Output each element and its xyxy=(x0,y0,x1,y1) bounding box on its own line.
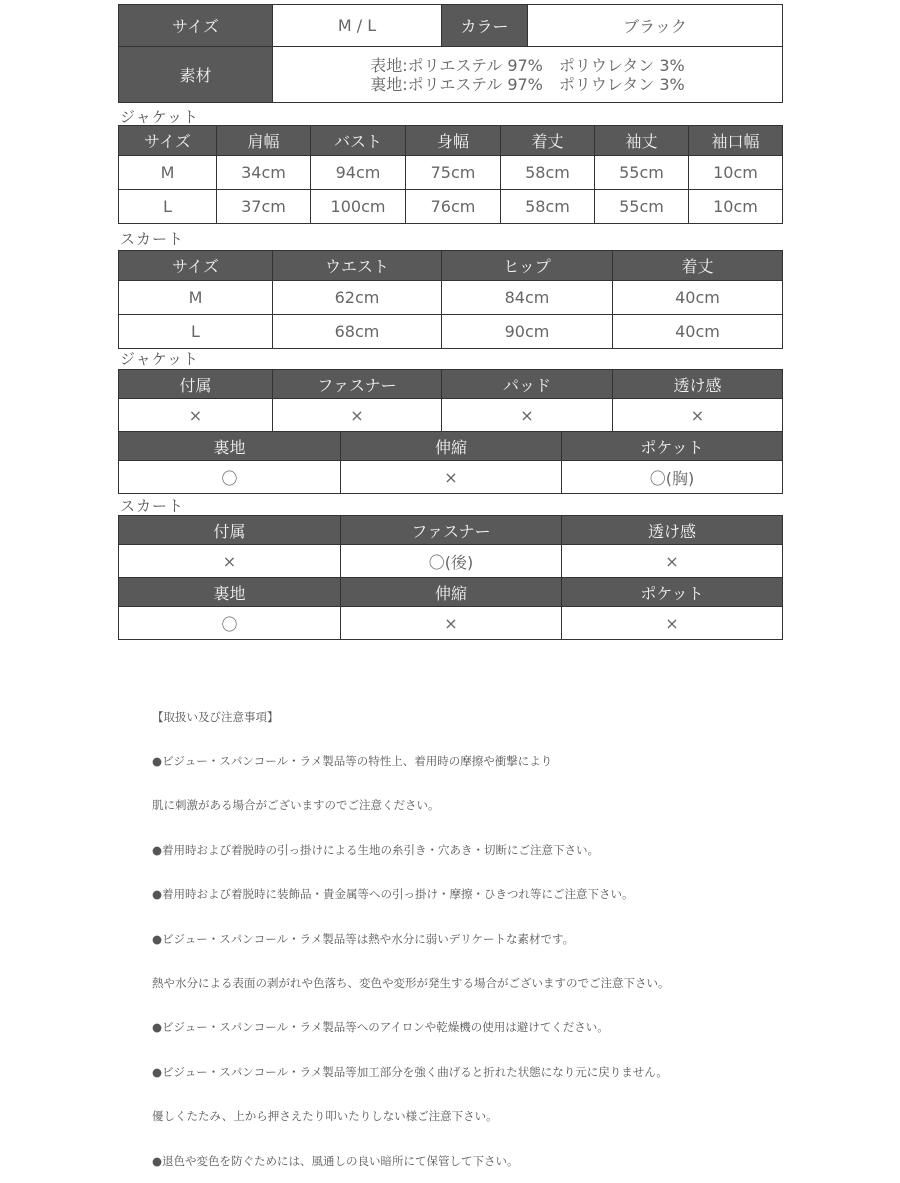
col-header: 着丈 xyxy=(501,126,595,156)
material-label: 素材 xyxy=(119,47,273,103)
cell: L xyxy=(119,190,217,224)
table-row xyxy=(119,545,783,578)
cell: 58cm xyxy=(501,156,595,190)
care-notes xyxy=(152,680,670,1183)
care-note-line: 肌に刺激がある場合がございますのでご注意ください。 xyxy=(152,798,440,813)
col-header: ウエスト xyxy=(273,251,442,281)
jacket-size-title: ジャケット xyxy=(120,108,199,126)
skirt-size-table xyxy=(118,250,783,349)
jacket-features-title: ジャケット xyxy=(120,350,199,368)
cell: 10cm xyxy=(689,190,783,224)
cell: 58cm xyxy=(501,190,595,224)
cell: 68cm xyxy=(273,315,442,349)
table-row xyxy=(119,190,783,224)
cell: M xyxy=(119,156,217,190)
color-label: カラー xyxy=(442,5,528,47)
cell: 〇 xyxy=(119,461,341,494)
cell: L xyxy=(119,315,273,349)
care-note-line: ●ビジュー・スパンコール・ラメ製品等へのアイロンや乾燥機の使用は避けてください。 xyxy=(152,1020,609,1035)
col-header: 付属 xyxy=(119,370,273,399)
col-header: パッド xyxy=(442,370,613,399)
col-header: ポケット xyxy=(562,432,783,461)
cell: 76cm xyxy=(406,190,501,224)
care-note-line: ●着用時および着脱時の引っ掛けによる生地の糸引き・穴あき・切断にご注意下さい。 xyxy=(152,842,600,857)
size-value: M / L xyxy=(273,5,442,47)
skirt-features-table-1 xyxy=(118,515,783,578)
col-header: サイズ xyxy=(119,126,217,156)
cell: × xyxy=(442,399,613,432)
jacket-features-table-2 xyxy=(118,431,783,494)
col-header: サイズ xyxy=(119,251,273,281)
material-lining: 裏地:ポリエステル 97% ポリウレタン 3% xyxy=(370,74,685,94)
care-note-line: ●着用時および着脱時に装飾品・貴金属等への引っ掛け・摩擦・ひきつれ等にご注意下さい。 xyxy=(152,887,634,902)
cell: 90cm xyxy=(442,315,613,349)
cell: × xyxy=(562,607,783,640)
cell: × xyxy=(613,399,783,432)
col-header: バスト xyxy=(311,126,406,156)
cell: 10cm xyxy=(689,156,783,190)
care-note-line: ●ビジュー・スパンコール・ラメ製品等は熱や水分に弱いデリケートな素材です。 xyxy=(152,931,575,946)
care-note-line: ●ビジュー・スパンコール・ラメ製品等の特性上、着用時の摩擦や衝撃により xyxy=(152,753,553,768)
cell: 40cm xyxy=(613,281,783,315)
table-row xyxy=(119,156,783,190)
cell: 84cm xyxy=(442,281,613,315)
jacket-size-table xyxy=(118,125,783,224)
table-row xyxy=(119,461,783,494)
col-header: 裏地 xyxy=(119,432,341,461)
col-header: 袖丈 xyxy=(595,126,689,156)
care-note-line: ●ビジュー・スパンコール・ラメ製品等加工部分を強く曲げると折れた状態になり元に戻りません。 xyxy=(152,1064,668,1079)
col-header: 伸縮 xyxy=(341,578,562,607)
skirt-size-title: スカート xyxy=(120,230,185,248)
col-header: 付属 xyxy=(119,516,341,545)
cell: × xyxy=(341,607,562,640)
care-notes-title: 【取扱い及び注意事項】 xyxy=(152,709,279,724)
cell: 〇 xyxy=(119,607,341,640)
cell: 55cm xyxy=(595,156,689,190)
cell: × xyxy=(119,399,273,432)
col-header: 着丈 xyxy=(613,251,783,281)
cell: × xyxy=(119,545,341,578)
col-header: 裏地 xyxy=(119,578,341,607)
table-row xyxy=(119,399,783,432)
col-header: ファスナー xyxy=(273,370,442,399)
table-row xyxy=(119,281,783,315)
col-header: ヒップ xyxy=(442,251,613,281)
skirt-features-title: スカート xyxy=(120,497,185,515)
col-header: 袖口幅 xyxy=(689,126,783,156)
care-note-line: 熱や水分による表面の剥がれや色落ち、変色や変形が発生する場合がございますのでご注意下さい。 xyxy=(152,975,670,990)
material-outer: 表地:ポリエステル 97% ポリウレタン 3% xyxy=(370,55,685,75)
col-header: 透け感 xyxy=(613,370,783,399)
care-note-line: ●退色や変色を防ぐためには、風通しの良い暗所にて保管して下さい。 xyxy=(152,1153,519,1168)
care-note-line: 優しくたたみ、上から押さえたり叩いたりしない様ご注意下さい。 xyxy=(152,1109,498,1124)
cell: 55cm xyxy=(595,190,689,224)
cell: × xyxy=(273,399,442,432)
col-header: 肩幅 xyxy=(217,126,311,156)
color-value: ブラック xyxy=(528,5,783,47)
cell: 〇(後) xyxy=(341,545,562,578)
col-header: 伸縮 xyxy=(341,432,562,461)
cell: M xyxy=(119,281,273,315)
cell: 40cm xyxy=(613,315,783,349)
cell: 62cm xyxy=(273,281,442,315)
material-value xyxy=(273,47,783,103)
cell: 37cm xyxy=(217,190,311,224)
cell: 100cm xyxy=(311,190,406,224)
size-label: サイズ xyxy=(119,5,273,47)
jacket-features-table-1 xyxy=(118,369,783,432)
cell: × xyxy=(562,545,783,578)
cell: 75cm xyxy=(406,156,501,190)
skirt-features-table-2 xyxy=(118,577,783,640)
cell: × xyxy=(341,461,562,494)
col-header: 透け感 xyxy=(562,516,783,545)
col-header: ポケット xyxy=(562,578,783,607)
spec-table xyxy=(118,4,783,103)
col-header: ファスナー xyxy=(341,516,562,545)
cell: 94cm xyxy=(311,156,406,190)
cell: 〇(胸) xyxy=(562,461,783,494)
table-row xyxy=(119,315,783,349)
table-row xyxy=(119,607,783,640)
cell: 34cm xyxy=(217,156,311,190)
col-header: 身幅 xyxy=(406,126,501,156)
